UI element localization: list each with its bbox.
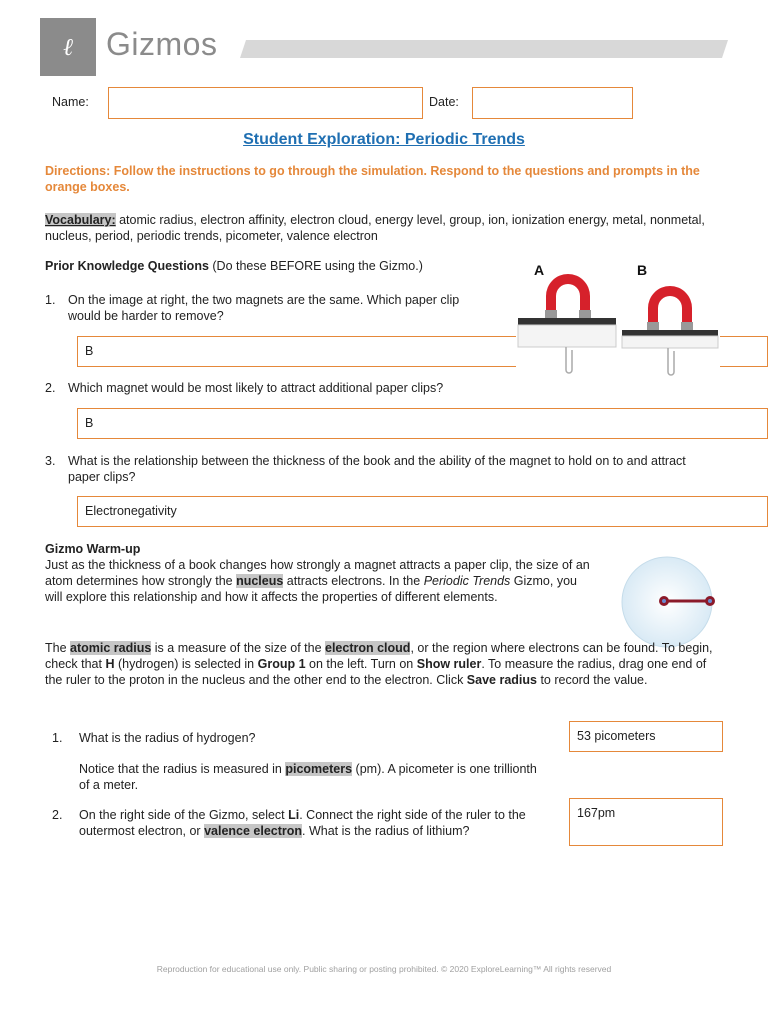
pk-question-2-num: 2.	[45, 381, 56, 395]
q2-text-c: . What is the radius of lithium?	[302, 824, 470, 838]
vocabulary-label: Vocabulary:	[45, 213, 116, 227]
paperclip-b	[668, 348, 674, 375]
pk-question-3-num: 3.	[45, 454, 56, 468]
warmup-p2-g: to record the value.	[536, 673, 648, 687]
pk-answer-3[interactable]: Electronegativity	[77, 496, 768, 527]
term-nucleus: nucleus	[236, 574, 284, 588]
warmup-question-1-num: 1.	[52, 731, 63, 745]
pk-question-3-text: What is the relationship between the thickness of the book and the ability of the magnet to hold on to and attract paper clips?	[68, 454, 686, 484]
pk-question-2-text: Which magnet would be most likely to attract additional paper clips?	[68, 381, 444, 395]
pk-question-1-num: 1.	[45, 293, 56, 307]
warmup-answer-2[interactable]: 167pm	[569, 798, 723, 846]
group-1-label: Group 1	[257, 657, 306, 671]
picometer-note	[79, 761, 549, 793]
note-b: (pm). A picometer is one trillionth of a meter.	[79, 762, 537, 792]
pk-answer-1[interactable]: B	[77, 336, 768, 367]
explorelearning-logo	[40, 18, 96, 76]
hydrogen-atom-icon	[618, 555, 718, 649]
warmup-p2-f: . To measure the radius, drag one end of the ruler to the proton in the nucleus and the other end to the electron. Click	[45, 657, 707, 687]
vocabulary	[45, 212, 745, 244]
term-electron-cloud: electron cloud	[325, 641, 411, 655]
prior-knowledge-note: (Do these BEFORE using the Gizmo.)	[208, 259, 423, 273]
term-valence-electron: valence electron	[204, 824, 303, 838]
element-li: Li	[288, 808, 300, 822]
header-bar	[240, 40, 728, 58]
q2-text-b: . Connect the right side of the ruler to the outermost electron, or	[79, 808, 526, 838]
book-b-pages	[622, 336, 718, 348]
show-ruler-label: Show ruler	[416, 657, 482, 671]
warmup-paragraph-2	[45, 640, 725, 688]
directions-text: Directions: Follow the instructions to go through the simulation. Respond to the questions and prompts in the orange boxes.	[45, 164, 700, 194]
warmup-question-2-text	[79, 807, 559, 839]
warmup-p1-a: Just as the thickness of a book changes how strongly a magnet attracts a paper clip, the size of an atom determines how strongly the	[45, 558, 590, 588]
q2-text-a: On the right side of the Gizmo, select	[79, 808, 289, 822]
atom-illustration	[618, 555, 718, 649]
warmup-p2-d: (hydrogen) is selected in	[114, 657, 258, 671]
prior-knowledge-heading	[45, 258, 423, 274]
vocabulary-terms: atomic radius, electron affinity, electron cloud, energy level, group, ion, ionization energy, metal, nonmetal, nucleus, period, periodic trends, picometer, valence electron	[45, 213, 705, 243]
save-radius-label: Save radius	[466, 673, 537, 687]
warmup-p1-b: attracts electrons. In the	[283, 574, 424, 588]
page-title: Student Exploration: Periodic Trends	[243, 131, 525, 148]
footer-copyright: Reproduction for educational use only. Public sharing or posting prohibited. © 2020 ExploreLearning™ All rights reserved	[156, 964, 612, 974]
book-a-pages	[518, 325, 616, 347]
warmup-answer-1[interactable]: 53 picometers	[569, 721, 723, 752]
date-field[interactable]	[472, 87, 633, 119]
term-atomic-radius: atomic radius	[70, 641, 152, 655]
logo-glyph: ℓ	[63, 32, 73, 61]
magnet-a	[545, 274, 591, 318]
magnets-illustration	[516, 258, 720, 380]
label-a: A	[534, 262, 545, 278]
paperclip-a	[566, 347, 572, 373]
warmup-question-1-text: What is the radius of hydrogen?	[79, 731, 256, 745]
magnet-b	[647, 286, 693, 330]
warmup-p2-e: on the left. Turn on	[305, 657, 417, 671]
gizmos-logo-text: Gizmos	[106, 26, 218, 62]
gizmo-name: Periodic Trends	[423, 574, 511, 588]
name-field[interactable]	[108, 87, 423, 119]
magnets-image	[516, 258, 720, 380]
term-picometers: picometers	[285, 762, 353, 776]
label-b: B	[637, 262, 648, 278]
pk-question-1-text: On the image at right, the two magnets are the same. Which paper clip would be harder to remove?	[68, 293, 460, 323]
warmup-p2-a: The	[45, 641, 71, 655]
warmup-p2-c: , or the region where electrons can be found. To begin, check that	[45, 641, 713, 671]
pk-answer-2[interactable]: B	[77, 408, 768, 439]
book-a-top	[518, 318, 616, 325]
warmup-p2-b: is a measure of the size of the	[151, 641, 325, 655]
name-label: Name:	[52, 95, 89, 109]
prior-knowledge-title: Prior Knowledge Questions	[45, 259, 209, 273]
date-label: Date:	[429, 95, 459, 109]
note-a: Notice that the radius is measured in	[79, 762, 286, 776]
warmup-paragraph-1	[45, 557, 590, 605]
warmup-question-2-num: 2.	[52, 808, 63, 822]
warmup-p1-c: Gizmo, you will explore this relationship and how it affects the properties of different elements.	[45, 574, 577, 604]
warmup-heading: Gizmo Warm-up	[45, 542, 141, 556]
element-h: H	[105, 657, 115, 671]
book-b-top	[622, 330, 718, 336]
